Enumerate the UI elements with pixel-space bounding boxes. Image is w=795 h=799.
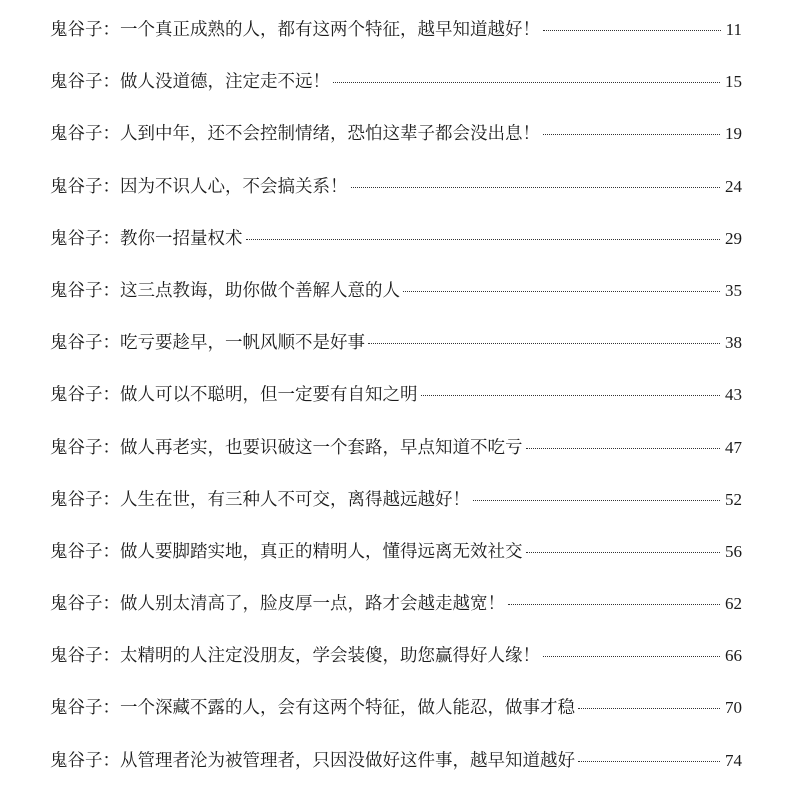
toc-entry[interactable] (50, 265, 742, 317)
toc-entry-title[interactable]: 鬼谷子：做人要脚踏实地，真正的精明人，懂得远离无效社交 (50, 541, 523, 562)
table-of-contents (50, 4, 742, 787)
toc-entry-title[interactable]: 鬼谷子：做人没道德，注定走不远！ (50, 72, 330, 93)
toc-dot-leader (246, 239, 721, 240)
toc-entry[interactable] (50, 630, 742, 682)
toc-dot-leader (333, 82, 720, 83)
toc-entry-title[interactable]: 鬼谷子：一个真正成熟的人，都有这两个特征，越早知道越好！ (50, 20, 540, 40)
toc-dot-leader (543, 134, 720, 135)
toc-entry[interactable] (50, 474, 742, 526)
toc-entry-title[interactable]: 鬼谷子：从管理者沦为被管理者，只因没做好这件事，越早知道越好 (50, 750, 575, 771)
toc-entry[interactable] (50, 578, 742, 630)
toc-dot-leader (526, 552, 721, 553)
toc-entry-title[interactable]: 鬼谷子：做人可以不聪明，但一定要有自知之明 (50, 385, 418, 406)
toc-page-number[interactable]: 70 (725, 698, 742, 718)
toc-page-number[interactable]: 43 (725, 385, 742, 405)
toc-entry-title[interactable]: 鬼谷子：太精明的人注定没朋友，学会装傻，助您赢得好人缘！ (50, 646, 540, 667)
toc-entry[interactable] (50, 108, 742, 160)
toc-dot-leader (578, 761, 720, 762)
toc-entry-title[interactable]: 鬼谷子：教你一招量权术 (50, 228, 243, 249)
toc-dot-leader (526, 448, 721, 449)
toc-entry-title[interactable]: 鬼谷子：做人别太清高了，脸皮厚一点，路才会越走越宽！ (50, 594, 505, 615)
toc-entry[interactable] (50, 161, 742, 213)
toc-entry-title[interactable]: 鬼谷子：这三点教诲，助你做个善解人意的人 (50, 280, 400, 301)
toc-entry[interactable] (50, 422, 742, 474)
toc-page-number[interactable]: 74 (725, 750, 742, 770)
toc-entry[interactable] (50, 369, 742, 421)
toc-entry[interactable] (50, 682, 742, 734)
toc-page-number[interactable]: 15 (725, 72, 742, 92)
toc-entry[interactable] (50, 4, 742, 56)
toc-entry[interactable] (50, 56, 742, 108)
toc-dot-leader (473, 500, 720, 501)
toc-entry-title[interactable]: 鬼谷子：人生在世，有三种人不可交，离得越远越好！ (50, 489, 470, 510)
toc-entry-title[interactable]: 鬼谷子：一个深藏不露的人，会有这两个特征，做人能忍，做事才稳 (50, 698, 575, 719)
toc-dot-leader (403, 291, 720, 292)
toc-page-number[interactable]: 29 (725, 228, 742, 248)
toc-dot-leader (351, 187, 721, 188)
toc-page-number[interactable]: 24 (725, 176, 742, 196)
toc-page-number[interactable]: 52 (725, 489, 742, 509)
toc-dot-leader (578, 708, 720, 709)
toc-page-number[interactable]: 35 (725, 280, 742, 300)
toc-page-number[interactable]: 38 (725, 333, 742, 353)
toc-dot-leader (543, 656, 720, 657)
toc-entry-title[interactable]: 鬼谷子：做人再老实，也要识破这一个套路，早点知道不吃亏 (50, 437, 523, 458)
toc-page-number[interactable]: 66 (725, 646, 742, 666)
toc-entry[interactable] (50, 317, 742, 369)
toc-entry-title[interactable]: 鬼谷子：吃亏要趁早，一帆风顺不是好事 (50, 333, 365, 354)
toc-dot-leader (421, 395, 721, 396)
toc-dot-leader (543, 30, 721, 31)
toc-page-number[interactable]: 62 (725, 594, 742, 614)
toc-page-number[interactable]: 56 (725, 541, 742, 561)
toc-page-number[interactable]: 11 (725, 20, 742, 39)
toc-entry[interactable] (50, 735, 742, 787)
toc-entry-title[interactable]: 鬼谷子：因为不识人心，不会搞关系！ (50, 176, 348, 197)
toc-dot-leader (508, 604, 720, 605)
toc-dot-leader (368, 343, 720, 344)
toc-entry[interactable] (50, 213, 742, 265)
toc-page-number[interactable]: 19 (725, 124, 742, 144)
toc-entry-title[interactable]: 鬼谷子：人到中年，还不会控制情绪，恐怕这辈子都会没出息！ (50, 124, 540, 145)
toc-entry[interactable] (50, 526, 742, 578)
toc-page-number[interactable]: 47 (725, 437, 742, 457)
